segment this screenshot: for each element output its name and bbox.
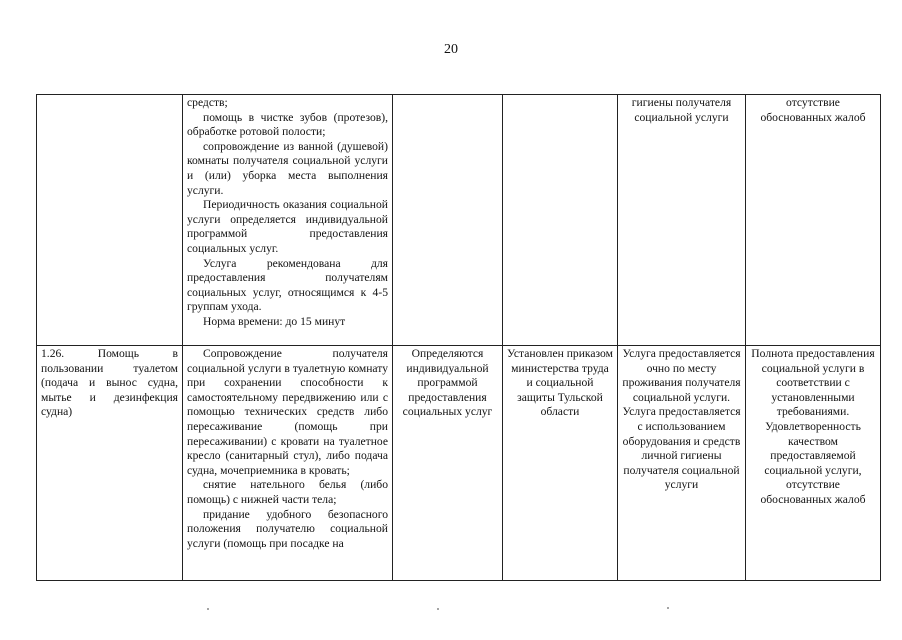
scan-speck [207, 608, 209, 610]
conditions-cell: гигиены получателя социальной услуги [618, 95, 746, 346]
content-paragraph: Норма времени: до 15 минут [203, 314, 346, 328]
service-name-cell: 1.26. Помощь в пользовании туалетом (подача и вынос судна, мытье и дезинфекция судна) [37, 346, 183, 581]
quality-paragraph: Полнота предоставления социальной услуги в соответствии с установленными требованиями. [751, 347, 875, 419]
volume-cell [393, 95, 503, 346]
content-paragraph: Периодичность оказания социальной услуги определяется индивидуальной программой предоставления социальных услуг. [187, 198, 388, 255]
content-paragraph: средств; [187, 96, 228, 109]
content-paragraph: сопровождение из ванной (душевой) комнаты получателя социальной услуги и (или) уборка места выполнения услуги. [187, 139, 388, 197]
quality-cell [746, 346, 881, 581]
conditions-paragraph: Услуга предоставляется очно по месту проживания получателя социальной услуги. [622, 347, 741, 404]
content-paragraph: Сопровождение получателя социальной услуги в туалетную комнату при сохранении способности к самостоятельному передвижению или с помощью технических средств либо пересаживание (помощь при пересаживании) с кровати на туалетное кресло (санитарный стул), либо подача судна, мочеприемника в кровать; [187, 347, 388, 477]
rate-cell [503, 95, 618, 346]
table-row [37, 95, 881, 346]
content-paragraph: Услуга рекомендована для предоставления получателям социальных услуг, относящимся к 4-5 группам ухода. [187, 256, 388, 314]
scan-speck [667, 607, 669, 609]
quality-cell: отсутствие обоснованных жалоб [746, 95, 881, 346]
service-content-cell [183, 346, 393, 581]
page-number: 20 [444, 42, 458, 57]
conditions-paragraph: Услуга предоставляется с использованием оборудования и средств личной гигиены получателя социальной услуги [622, 405, 741, 492]
volume-cell: Определяются индивидуальной программой предоставления социальных услуг [393, 346, 503, 581]
quality-paragraph: Удовлетворенность качеством предоставляемой социальной услуги, отсутствие обоснованных жалоб [760, 419, 866, 506]
services-table [36, 94, 881, 581]
conditions-cell [618, 346, 746, 581]
rate-cell: Установлен приказом министерства труда и социальной защиты Тульской области [503, 346, 618, 581]
content-paragraph: помощь в чистке зубов (протезов), обработке ротовой полости; [187, 110, 388, 139]
content-paragraph: придание удобного безопасного положения получателю социальной услуги (помощь при посадке на [187, 507, 388, 550]
service-name-cell [37, 95, 183, 346]
scan-speck [437, 608, 439, 610]
content-paragraph: снятие нательного белья (либо помощь) с нижней части тела; [187, 478, 388, 506]
service-content-cell [183, 95, 393, 346]
table-row [37, 346, 881, 581]
